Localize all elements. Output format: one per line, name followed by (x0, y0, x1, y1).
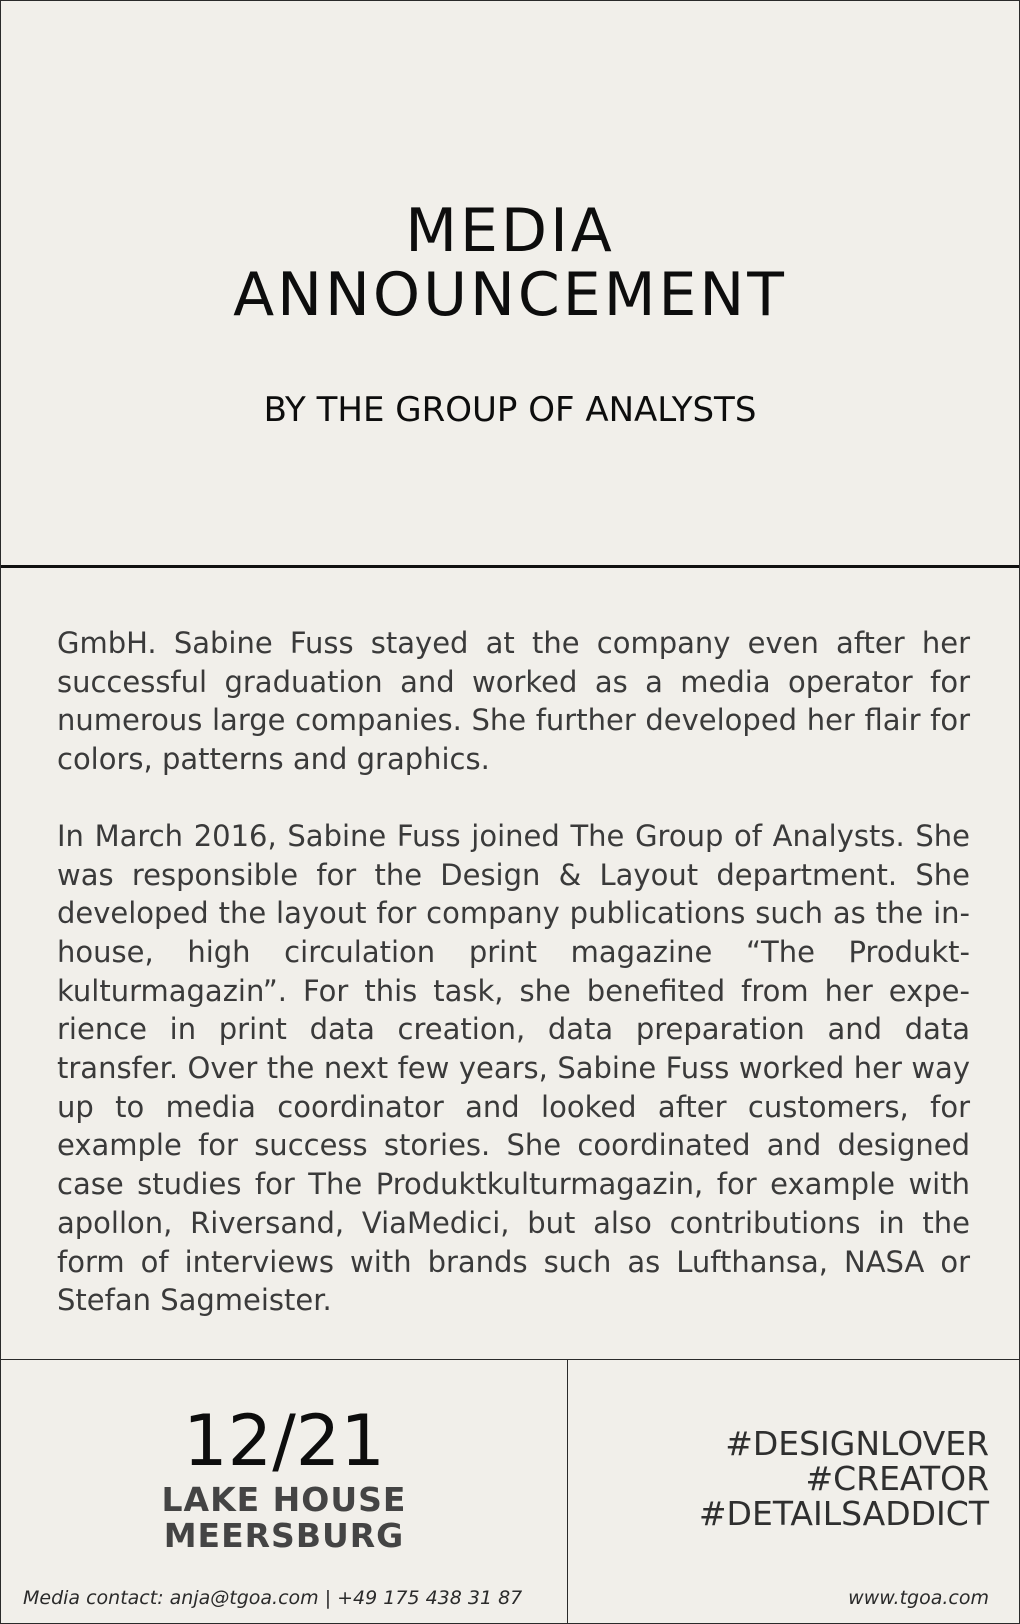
body-paragraph-2: In March 2016, Sabine Fuss joined The Group of Analysts. She was responsible for the Design & Layout department. She developed the layout for company publications such as the in-house, high circulation print magazine “The Produktkulturmagazin”. For this task, she benefited from her experience in print data creation, data preparation and data transfer. Over the next few years, Sabine Fuss worked her way up to media coordinator and looked after customers, for example for success stories. She coordinated and designed case studies for The Produktkulturmagazin, for example with apollon, Riversand, ViaMedici, but also contributions in the form of interviews with brands such as Lufthansa, NASA or Stefan Sagmeister. (57, 818, 970, 1318)
hashtag: #DETAILSADDICT (698, 1494, 989, 1533)
media-contact: Media contact: anja@tgoa.com | +49 175 438 31 87 (23, 1587, 523, 1609)
venue-line-1: LAKE HOUSE (161, 1480, 407, 1519)
venue-line-2: MEERSBURG (163, 1516, 405, 1555)
footer-divider (567, 1360, 568, 1624)
hashtag: #DESIGNLOVER (725, 1424, 989, 1463)
hashtag-list (589, 1426, 989, 1531)
footer-section (1, 1359, 1019, 1623)
title-line-2: ANNOUNCEMENT (233, 260, 787, 330)
hashtag: #CREATOR (805, 1459, 989, 1498)
page-subtitle: BY THE GROUP OF ANALYSTS (263, 390, 757, 430)
header-section (1, 1, 1019, 568)
body-text (57, 624, 970, 1320)
event-date: 12/21 (183, 1400, 385, 1482)
page-title (1, 196, 1019, 330)
title-line-1: MEDIA (405, 196, 615, 266)
event-venue (1, 1482, 567, 1554)
website-link[interactable]: www.tgoa.com (848, 1587, 989, 1609)
body-paragraph-1: GmbH. Sabine Fuss stayed at the company even after her successful graduation and worked as a media operator for numerous large companies. She further developed her flair for colors, patterns and graphics. (57, 626, 970, 777)
